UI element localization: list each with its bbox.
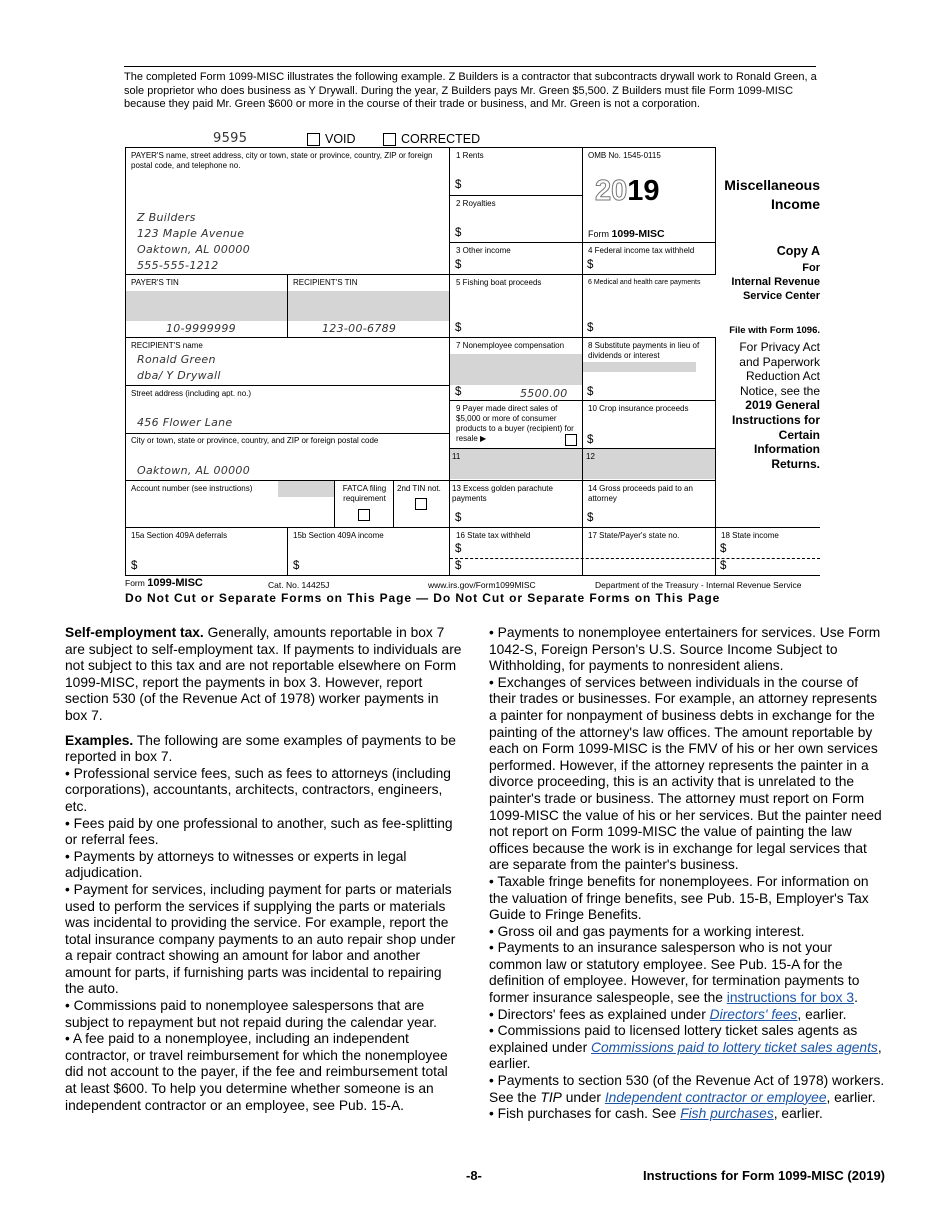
left-column	[65, 625, 463, 1114]
box12-label: 12	[586, 452, 595, 461]
corrected-label: CORRECTED	[401, 132, 481, 146]
box2-dollar: $	[455, 227, 462, 239]
box8-label: 8 Substitute payments in lieu of dividends or interest	[588, 341, 700, 360]
box10-label: 10 Crop insurance proceeds	[588, 404, 689, 413]
street-label: Street address (including apt. no.)	[131, 389, 252, 398]
example-paragraph: The completed Form 1099-MISC illustrates the following example. Z Builders is a contractor that subcontracts drywall work to Ronald Green, a sole proprietor who does business as Y Drywall. During the year, Z Builders pays Mr. Green $5,500. Z Builders must file Form 1099-MISC because they paid Mr. Green $600 or more in the course of their trade or business, and Mr. Green is not a corporation.	[124, 71, 817, 110]
fish-purchases-link[interactable]: Fish purchases	[680, 1106, 774, 1122]
recipient-tin: 123-00-6789	[322, 322, 397, 335]
list-item: • Commissions paid to nonemployee salespersons that are subject to repayment but not repaid during the calendar year.	[65, 998, 437, 1030]
street-value: 456 Flower Lane	[137, 416, 233, 429]
list-item: • A fee paid to a nonemployee, including an independent contractor, or travel reimbursement for which the nonemployee did not account to the payer, if the fee and reimbursement total at least $600. To help you determine whether someone is an independent contractor or an employee, see Pub. 15-A.	[65, 1031, 448, 1113]
account-shade	[278, 481, 334, 497]
payer-street: 123 Maple Avenue	[137, 227, 245, 240]
examples-intro: Examples. The following are some examples of payments to be reported in box 7.	[65, 732, 456, 765]
year-outline: 20	[595, 175, 628, 207]
list-item: • Exchanges of services between individuals in the course of their trades or businesses. For example, an attorney represents a painter for nonpayment of business debts in exchange for the painting of the attorney's law offices. The amount reportable by each on Form 1099-MISC is the FMV of his or her own services performed. However, if the attorney represents the painter in a divorce proceeding, this is an activity that is unrelated to the painter's trade or business. The attorney must report on Form 1099-MISC the value of his or her services. But the painter need not report on Form 1099-MISC the value of painting the law offices because the work is in exchange for legal services that are separate from the painter's business.	[489, 674, 882, 873]
box3-label: 3 Other income	[456, 246, 511, 255]
copy-a-destination: For Internal Revenue Service Center	[731, 262, 820, 302]
file-with: File with Form 1096.	[729, 325, 820, 336]
omb-number: OMB No. 1545-0115	[588, 151, 661, 160]
list-item: • Payments by attorneys to witnesses or experts in legal adjudication.	[65, 848, 407, 881]
list-item: • Fees paid by one professional to another, such as fee-splitting or referral fees.	[65, 815, 453, 848]
box1-label: 1 Rents	[456, 151, 484, 160]
form-title: Miscellaneous Income	[724, 177, 820, 212]
document-title: Instructions for Form 1099-MISC (2019)	[643, 1168, 885, 1183]
box1-dollar: $	[455, 179, 462, 191]
payer-tin: 10-9999999	[166, 322, 236, 335]
box4-label: 4 Federal income tax withheld	[588, 246, 695, 255]
directors-fees-link[interactable]: Directors' fees	[709, 1006, 798, 1022]
copy-a: Copy A	[776, 244, 820, 258]
box7-shade	[450, 354, 582, 385]
box14-label: 14 Gross proceeds paid to an attorney	[588, 484, 693, 503]
recipient-tin-label: RECIPIENT'S TIN	[293, 278, 358, 287]
lottery-commissions-link[interactable]: Commissions paid to lottery ticket sales agents	[591, 1039, 878, 1055]
privacy-notice: For Privacy Act and Paperwork Reduction Act Notice, see the 2019 General Instructions for Certain Information Returns.	[731, 340, 820, 471]
second-tin-label: 2nd TIN not.	[397, 484, 441, 493]
form-footer-url: www.irs.gov/Form1099MISC	[428, 580, 536, 590]
instructions-box3-link[interactable]: instructions for box 3	[726, 990, 855, 1006]
top-rule	[124, 66, 816, 67]
list-item: • Directors' fees as explained under Directors' fees, earlier.	[489, 1006, 847, 1022]
form-name: Form 1099-MISC	[588, 228, 665, 240]
box12-shade	[583, 449, 715, 479]
list-item: • Taxable fringe benefits for nonemployees. For information on the valuation of fringe benefits, see Pub. 15-B, Employer's Tax Guide to Fringe Benefits.	[489, 873, 869, 923]
list-item: • Payments to nonemployee entertainers for services. Use Form 1042-S, Foreign Person's U.S. Source Income Subject to Withholding, for payments to nonresident aliens.	[489, 625, 881, 674]
payer-label: PAYER'S name, street address, city or town, state or province, country, ZIP or foreign postal code, and telephone no.	[131, 151, 433, 170]
box7-dollar: $	[455, 386, 462, 398]
box6-dollar: $	[587, 322, 594, 334]
independent-contractor-link[interactable]: Independent contractor or employee	[604, 1089, 827, 1105]
box13-label: 13 Excess golden parachute payments	[452, 484, 553, 503]
box15b-label: 15b Section 409A income	[293, 531, 384, 540]
account-label: Account number (see instructions)	[131, 484, 253, 493]
form-footer-cat: Cat. No. 14425J	[268, 580, 330, 590]
recipient-name-label: RECIPIENT'S name	[131, 341, 203, 350]
city-value: Oaktown, AL 00000	[137, 464, 251, 477]
box10-dollar: $	[587, 434, 594, 446]
box16-dollar-2: $	[455, 560, 462, 572]
box2-label: 2 Royalties	[456, 199, 496, 208]
box14-dollar: $	[587, 512, 594, 524]
box16-dollar-1: $	[455, 543, 462, 555]
corrected-checkbox[interactable]	[383, 133, 396, 146]
box7-label: 7 Nonemployee compensation	[456, 341, 565, 350]
form-code: 9595	[213, 131, 248, 146]
box11-label: 11	[452, 452, 461, 461]
box6-label: 6 Medical and health care payments	[588, 279, 701, 286]
recipient-name: Ronald Green	[137, 353, 216, 366]
recipient-dba: dba/ Y Drywall	[137, 369, 221, 382]
second-tin-checkbox[interactable]	[415, 498, 427, 510]
payer-phone: 555-555-1212	[137, 259, 219, 272]
payer-city: Oaktown, AL 00000	[137, 243, 251, 256]
box18-label: 18 State income	[721, 531, 779, 540]
right-column	[489, 625, 887, 1123]
box15a-label: 15a Section 409A deferrals	[131, 531, 228, 540]
tax-year	[595, 175, 660, 207]
form-footer-dept: Department of the Treasury - Internal Revenue Service	[595, 580, 802, 590]
list-item: • Professional service fees, such as fees to attorneys (including corporations), accountants, architects, contractors, engineers, etc.	[65, 765, 451, 814]
box18-dollar-1: $	[720, 543, 727, 555]
void-label: VOID	[325, 132, 356, 146]
void-checkbox[interactable]	[307, 133, 320, 146]
box11-shade	[450, 449, 582, 479]
payer-tin-label: PAYER'S TIN	[131, 278, 179, 287]
box15b-dollar: $	[293, 560, 300, 572]
box8-dollar: $	[587, 386, 594, 398]
fatca-checkbox[interactable]	[358, 509, 370, 521]
list-item: • Payment for services, including payment for parts or materials used to perform the services if supplying the parts or materials was incidental to providing the service. For example, report the total insurance company payments to an auto repair shop under a repair contract showing an amount for labor and another amount for parts, if furnishing parts was incidental to repairing the auto.	[65, 881, 456, 997]
box3-dollar: $	[455, 259, 462, 271]
box5-label: 5 Fishing boat proceeds	[456, 278, 542, 287]
list-item: • Fish purchases for cash. See Fish purchases, earlier.	[489, 1106, 823, 1122]
box18-dollar-2: $	[720, 560, 727, 572]
page-number: -8-	[466, 1168, 482, 1183]
self-employment-paragraph: Self-employment tax. Generally, amounts reportable in box 7 are subject to self-employment tax. If payments to individuals are not subject to this tax and are not reportable elsewhere on Form 1099-MISC, report the payments in box 3. However, report section 530 (of the Revenue Act of 1978) worker payments in box 7.	[65, 625, 462, 723]
box13-dollar: $	[455, 512, 462, 524]
list-item: • Payments to an insurance salesperson who is not your common law or statutory employee. See Pub. 15-A for the definition of employee. However, for termination payments to former insurance salespeople, see the instructions for box 3.	[489, 940, 860, 1006]
box16-label: 16 State tax withheld	[456, 531, 531, 540]
list-item: • Commissions paid to licensed lottery ticket sales agents as explained under Commissions paid to lottery ticket sales agents, earlier.	[489, 1023, 882, 1072]
do-not-cut-banner: Do Not Cut or Separate Forms on This Page — Do Not Cut or Separate Forms on This Page	[125, 591, 721, 605]
form-footer-name: Form 1099-MISC	[125, 577, 203, 589]
box15a-dollar: $	[131, 560, 138, 572]
year-bold: 19	[627, 175, 660, 207]
fatca-label: FATCA filing requirement	[342, 484, 387, 503]
box17-label: 17 State/Payer's state no.	[588, 531, 680, 540]
box5-dollar: $	[455, 322, 462, 334]
list-item: • Payments to section 530 (of the Revenue Act of 1978) workers. See the TIP under Independent contractor or employee, earlier.	[489, 1073, 885, 1105]
box7-value: 5500.00	[520, 387, 568, 400]
box4-dollar: $	[587, 259, 594, 271]
box9-checkbox[interactable]	[565, 434, 577, 446]
box9-label: 9 Payer made direct sales of $5,000 or more of consumer products to a buyer (recipient) for resale ▶	[456, 404, 574, 443]
city-label: City or town, state or province, country, and ZIP or foreign postal code	[131, 436, 379, 445]
list-item: • Gross oil and gas payments for a working interest.	[489, 923, 805, 939]
payer-name: Z Builders	[137, 211, 196, 224]
box8-shade	[583, 362, 696, 372]
